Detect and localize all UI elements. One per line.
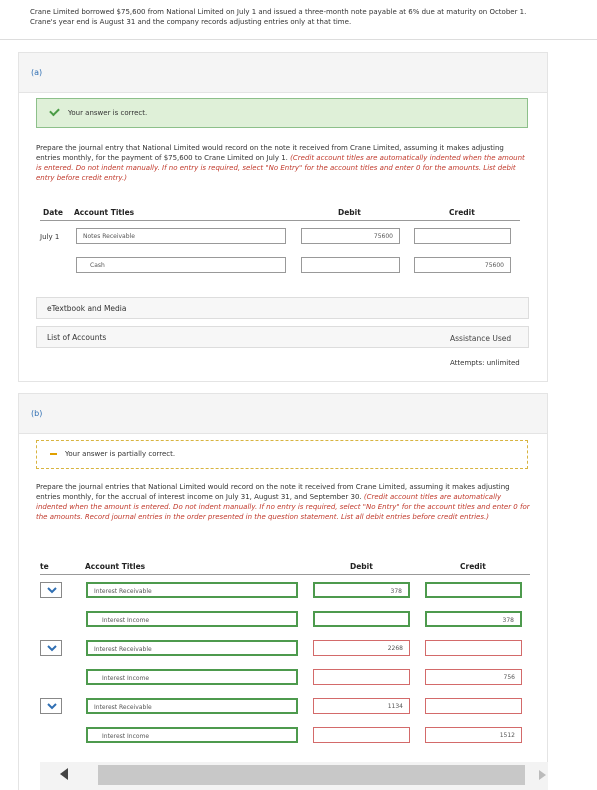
credit-field[interactable]: 378 [425,611,522,627]
feedback-text: Your answer is partially correct. [65,450,176,458]
feedback-text: Your answer is correct. [68,109,148,117]
part-b-header [19,394,547,434]
part-a-header [19,53,547,93]
debit-field[interactable]: 2268 [313,640,410,656]
col-account-header: Account Titles [85,562,146,571]
debit-field[interactable] [301,257,400,273]
entry-date: July 1 [40,233,60,241]
scroll-left-arrow-icon[interactable] [60,768,68,780]
credit-field[interactable]: 75600 [414,257,511,273]
debit-field[interactable]: 378 [313,582,410,598]
date-select[interactable] [40,698,62,714]
col-date-header: te [40,562,49,571]
col-debit-header: Debit [338,208,361,217]
instruction-text: Prepare the journal entry that National Limited would record on the note it received from Crane Limited, assuming it makes adjusting entries monthly, for the payment of $75,600 to Crane Limited on July 1. [36,144,504,162]
credit-field[interactable] [425,582,522,598]
etextbook-link[interactable]: eTextbook and Media [36,297,529,319]
debit-field[interactable] [313,727,410,743]
col-account-header: Account Titles [74,208,135,217]
assistance-used: Assistance Used [450,334,512,343]
credit-field[interactable]: 1512 [425,727,522,743]
col-credit-header: Credit [460,562,486,571]
col-debit-header: Debit [350,562,373,571]
part-a-instructions [36,143,530,183]
credit-field[interactable] [425,698,522,714]
header-underline [40,220,520,221]
problem-statement [0,0,597,40]
scrollbar-thumb[interactable] [98,765,525,785]
attempts-label: Attempts: unlimited [450,359,520,367]
partial-icon [50,453,57,455]
debit-field[interactable]: 75600 [301,228,400,244]
instruction-text: Prepare the journal entries that National Limited would record on the note it received from Crane Limited, assuming it makes adjusting entries monthly, for the accrual of interest income on July 31, August 31, and September 30. [36,483,510,501]
date-select[interactable] [40,582,62,598]
credit-field[interactable]: 756 [425,669,522,685]
part-b-instructions [36,482,530,522]
list-of-accounts-link[interactable]: List of Accounts [36,326,529,348]
account-field[interactable]: Interest Income [86,727,298,743]
col-date-header: Date [43,208,63,217]
account-field[interactable]: Notes Receivable [76,228,286,244]
header-underline [40,574,530,575]
chevron-down-icon [47,587,57,594]
account-field[interactable]: Interest Receivable [86,582,298,598]
account-field[interactable]: Interest Income [86,611,298,627]
debit-field[interactable]: 1134 [313,698,410,714]
date-select[interactable] [40,640,62,656]
credit-field[interactable] [414,228,511,244]
account-field[interactable]: Cash [76,257,286,273]
problem-text: Crane Limited borrowed $75,600 from National Limited on July 1 and issued a three-month note payable at 6% due at maturity on October 1. Crane's year end is August 31 and the company records adjusting entries only at that time. [30,8,527,26]
credit-field[interactable] [425,640,522,656]
instruction-note: (Credit account titles are automatically indented when the amount is entered. Do not indent manually. If no entry is required, select "No Entry" for the account titles and enter 0 for the amounts. List debit entry before credit entry.) [36,154,525,182]
account-field[interactable]: Interest Income [86,669,298,685]
debit-field[interactable] [313,611,410,627]
col-credit-header: Credit [449,208,475,217]
chevron-down-icon [47,703,57,710]
scroll-right-arrow-icon[interactable] [539,770,546,780]
debit-field[interactable] [313,669,410,685]
chevron-down-icon [47,645,57,652]
part-a-label: (a) [31,68,43,77]
account-field[interactable]: Interest Receivable [86,698,298,714]
part-b-label: (b) [31,409,43,418]
account-field[interactable]: Interest Receivable [86,640,298,656]
instruction-note: (Credit account titles are automatically indented when the amount is entered. Do not indent manually. If no entry is required, select "No Entry" for the account titles and enter 0 for the amounts. Record journal entries in the order presented in the question statement. List all debit entries before credit entries.) [36,493,530,521]
